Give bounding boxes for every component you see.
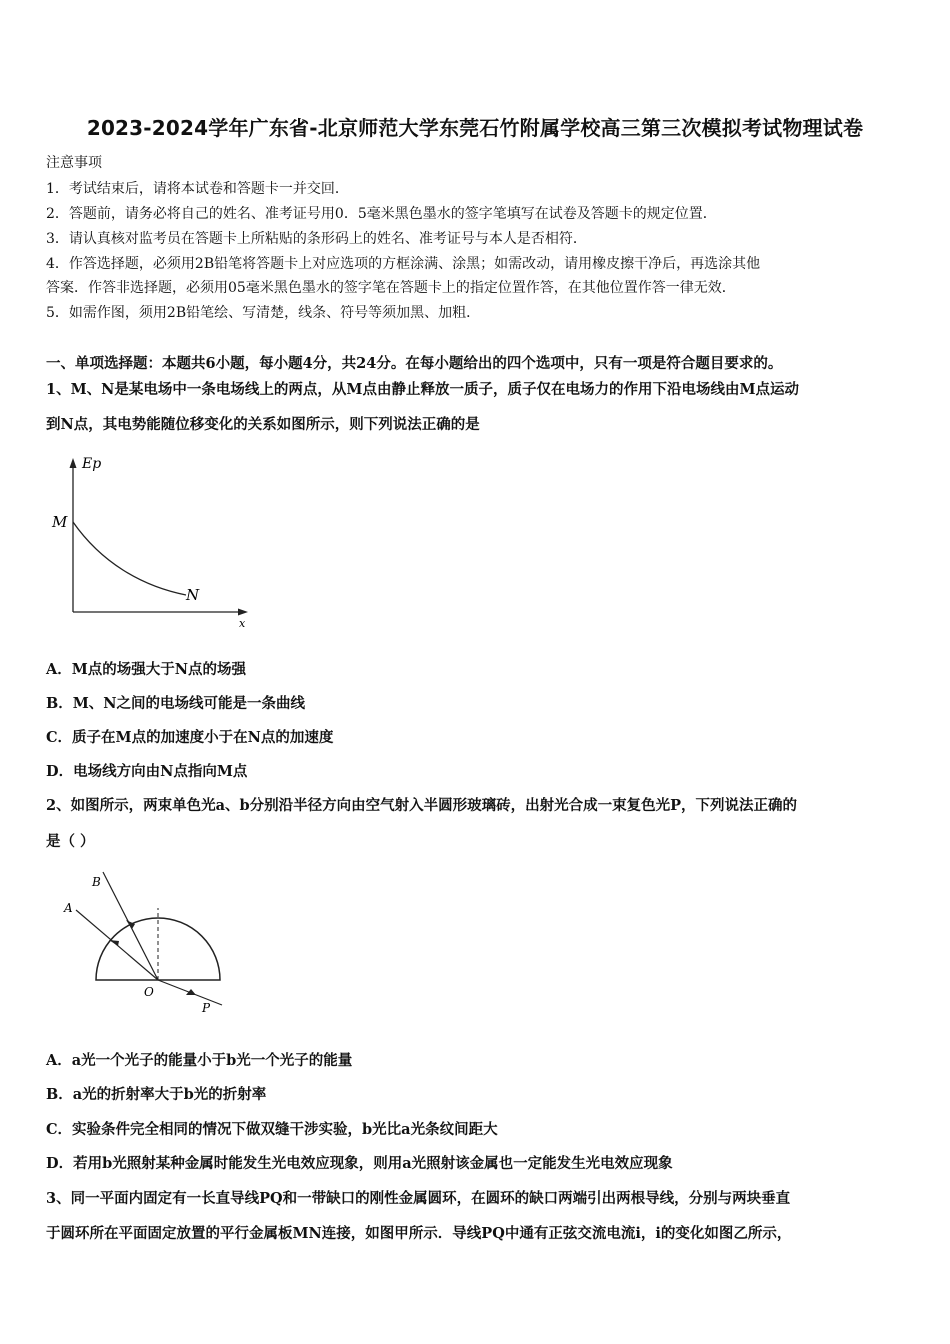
q2-stem-line2: 是（ ） — [46, 833, 95, 850]
notice-heading: 注意事项 — [46, 155, 102, 171]
center-o-label: O — [144, 985, 154, 999]
y-axis-label: Ep — [82, 456, 102, 472]
q1-stem-line1: 1、M、N是某电场中一条电场线上的两点，从M点由静止释放一质子，质子仅在电场力的作用下沿电场线由M点运动 — [46, 381, 799, 398]
notice-item-3: 3．请认真核对监考员在答题卡上所粘贴的条形码上的姓名、准考证号与本人是否相符． — [46, 231, 587, 247]
x-axis-label: x — [239, 617, 246, 630]
notice-item-1: 1．考试结束后，请将本试卷和答题卡一并交回． — [46, 181, 349, 197]
ray-p-label: P — [202, 1001, 211, 1015]
page-title: 2023-2024学年广东省-北京师范大学东莞石竹附属学校高三第三次模拟考试物理试卷 — [86, 116, 864, 140]
notice-item-4-cont: 答案．作答非选择题，必须用05毫米黑色墨水的签字笔在答题卡上的指定位置作答，在其他位置作答一律无效． — [46, 280, 736, 296]
q2-glass-brick-diagram — [46, 862, 246, 1022]
q2-option-d: D．若用b光照射某种金属时能发生光电效应现象，则用a光照射该金属也一定能发生光电效应现象 — [46, 1155, 673, 1172]
point-n-label: N — [186, 586, 200, 604]
ray-b-arrow-icon — [126, 920, 135, 929]
q2-stem-line1: 2、如图所示，两束单色光a、b分别沿半径方向由空气射入半圆形玻璃砖，出射光合成一束复色光P，下列说法正确的 — [46, 797, 798, 814]
q1-stem-line2: 到N点，其电势能随位移变化的关系如图所示，则下列说法正确的是 — [46, 416, 480, 433]
q2-option-c: C．实验条件完全相同的情况下做双缝干涉实验，b光比a光条纹间距大 — [46, 1121, 498, 1138]
notice-item-4: 4．作答选择题，必须用2B铅笔将答题卡上对应选项的方框涂满、涂黑；如需改动，请用橡皮擦干净后，再选涂其他 — [46, 256, 761, 272]
q3-stem-line2: 于圆环所在平面固定放置的平行金属板MN连接，如图甲所示．导线PQ中通有正弦交流电流i，i的变化如图乙所示， — [46, 1225, 792, 1242]
q1-option-c: C．质子在M点的加速度小于在N点的加速度 — [46, 729, 334, 746]
q1-option-d: D．电场线方向由N点指向M点 — [46, 763, 248, 780]
q1-option-a: A．M点的场强大于N点的场强 — [46, 661, 247, 678]
notice-item-5: 5．如需作图，须用2B铅笔绘、写清楚，线条、符号等须加黑、加粗． — [46, 305, 481, 321]
q3-stem-line1: 3、同一平面内固定有一长直导线PQ和一带缺口的刚性金属圆环，在圆环的缺口两端引出两根导线，分别与两块垂直 — [46, 1190, 791, 1207]
notice-item-2: 2．答题前，请务必将自己的姓名、准考证号用0．5毫米黑色墨水的签字笔填写在试卷及答题卡的规定位置． — [46, 206, 717, 222]
q1-option-b: B．M、N之间的电场线可能是一条曲线 — [46, 695, 306, 712]
q2-option-a: A．a光一个光子的能量小于b光一个光子的能量 — [46, 1052, 353, 1069]
x-axis-arrow-icon — [238, 609, 248, 616]
ray-a-label: A — [64, 901, 73, 915]
y-axis-arrow-icon — [70, 458, 77, 468]
ray-b-label: B — [92, 875, 101, 889]
point-m-label: M — [52, 513, 68, 531]
q1-energy-graph — [46, 450, 256, 630]
ray-a-arrow-icon — [109, 940, 119, 946]
q2-option-b: B．a光的折射率大于b光的折射率 — [46, 1086, 267, 1103]
section-heading: 一、单项选择题：本题共6小题，每小题4分，共24分。在每小题给出的四个选项中，只有一项是符合题目要求的。 — [46, 355, 783, 372]
energy-curve — [73, 522, 186, 595]
